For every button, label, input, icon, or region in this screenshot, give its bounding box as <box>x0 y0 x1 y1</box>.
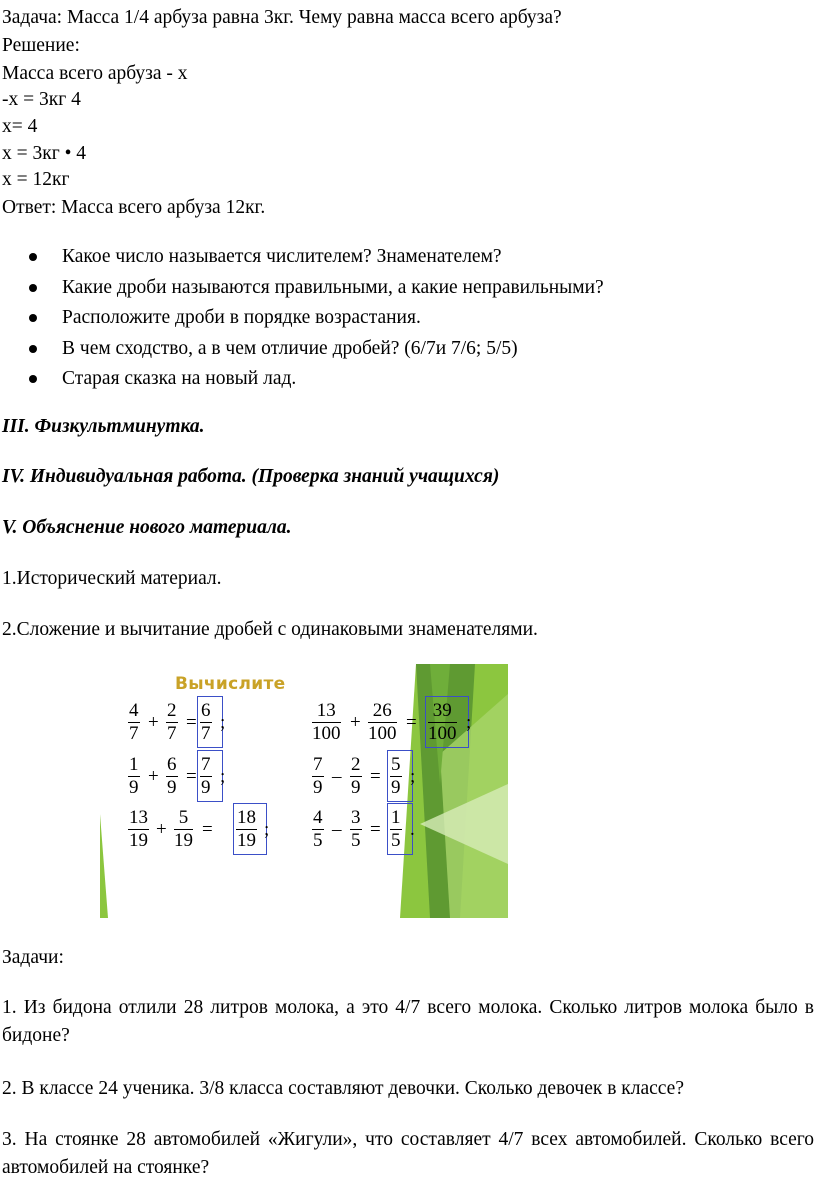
solution-step: Масса всего арбуза - х <box>2 63 188 84</box>
punctuation: ; <box>220 766 226 787</box>
equals-sign: = <box>186 766 197 787</box>
questions-list <box>28 245 604 398</box>
fraction-term <box>312 807 324 852</box>
denominator: 100 <box>368 723 397 744</box>
numerator: 18 <box>237 807 256 828</box>
operator-sign: – <box>332 766 342 787</box>
slide-title: Вычислите <box>175 674 286 694</box>
fraction-result <box>428 700 457 745</box>
denominator: 100 <box>428 723 457 744</box>
fraction-result <box>390 754 402 799</box>
fraction-result <box>236 807 257 852</box>
numerator: 3 <box>351 807 361 828</box>
operator-sign: – <box>332 819 342 840</box>
denominator: 9 <box>201 777 211 798</box>
list-item: В чем сходство, а в чем отличие дробей? (6/7и 7/6; 5/5) <box>28 337 604 368</box>
denominator: 7 <box>167 723 177 744</box>
fraction-term <box>128 807 149 852</box>
denominator: 19 <box>237 830 256 851</box>
task-item: 1. Из бидона отлили 28 литров молока, а это 4/7 всего молока. Сколько литров молока было в бидоне? <box>2 997 814 1046</box>
fraction-term <box>128 700 140 745</box>
exercise-slide-image <box>100 664 508 918</box>
task-item: 2. В классе 24 ученика. 3/8 класса составляют девочки. Сколько девочек в классе? <box>2 1078 684 1099</box>
punctuation: . <box>410 819 415 840</box>
item-fractions: 2.Сложение и вычитание дробей с одинаковыми знаменателями. <box>2 619 538 640</box>
denominator: 5 <box>313 830 323 851</box>
problem-task: Задача: Масса 1/4 арбуза равна 3кг. Чему равна масса всего арбуза? <box>2 7 562 28</box>
list-item: Расположите дроби в порядке возрастания. <box>28 306 604 337</box>
solution-step: х = 3кг • 4 <box>2 143 87 164</box>
numerator: 1 <box>129 754 139 775</box>
denominator: 100 <box>312 723 341 744</box>
fraction-term <box>166 700 178 745</box>
numerator: 7 <box>313 754 323 775</box>
fraction-term <box>128 754 140 799</box>
fraction-term <box>368 700 397 745</box>
fraction-result <box>390 807 402 852</box>
denominator: 9 <box>391 777 401 798</box>
denominator: 5 <box>351 830 361 851</box>
task-item: 3. На стоянке 28 автомобилей «Жигули», что составляет 4/7 всех автомобилей. Сколько всего автомобилей на стоянке? <box>2 1129 814 1178</box>
fraction-term <box>166 754 178 799</box>
operator-sign: + <box>156 819 167 840</box>
section-heading-5: V. Объяснение нового материала. <box>2 517 292 538</box>
fraction-term <box>350 807 362 852</box>
numerator: 39 <box>428 700 457 723</box>
numerator: 13 <box>312 700 341 723</box>
fraction-result <box>200 700 212 745</box>
fraction-term <box>312 754 324 799</box>
list-item: Старая сказка на новый лад. <box>28 367 604 398</box>
operator-sign: + <box>148 766 159 787</box>
punctuation: ; <box>264 819 270 840</box>
solution-step: -х = 3кг 4 <box>2 89 81 110</box>
punctuation: ; <box>220 712 226 733</box>
numerator: 4 <box>129 700 139 721</box>
denominator: 7 <box>129 723 139 744</box>
problem-answer: Ответ: Масса всего арбуза 12кг. <box>2 197 266 218</box>
section-heading-4: IV. Индивидуальная работа. (Проверка знаний учащихся) <box>2 466 500 487</box>
denominator: 7 <box>201 723 211 744</box>
solution-step: х= 4 <box>2 116 38 137</box>
tasks-label: Задачи: <box>2 947 64 968</box>
numerator: 4 <box>313 807 323 828</box>
numerator: 5 <box>174 807 193 830</box>
denominator: 9 <box>313 777 323 798</box>
list-item: Какие дроби называются правильными, а какие неправильными? <box>28 276 604 307</box>
equals-sign: = <box>370 766 381 787</box>
numerator: 6 <box>167 754 177 775</box>
item-historical: 1.Исторический материал. <box>2 568 222 589</box>
solution-label: Решение: <box>2 35 80 56</box>
numerator: 6 <box>201 700 211 721</box>
fraction-term <box>174 807 193 852</box>
denominator: 9 <box>129 777 139 798</box>
fraction-result <box>200 754 212 799</box>
denominator: 19 <box>129 830 148 851</box>
section-heading-3: III. Физкультминутка. <box>2 416 205 437</box>
numerator: 13 <box>129 807 148 828</box>
fraction-term <box>312 700 341 745</box>
operator-sign: + <box>148 712 159 733</box>
denominator: 9 <box>351 777 361 798</box>
numerator: 5 <box>391 754 401 775</box>
numerator: 2 <box>351 754 361 775</box>
punctuation: ; <box>466 712 472 733</box>
numerator: 1 <box>391 807 401 828</box>
numerator: 2 <box>167 700 177 721</box>
equals-sign: = <box>370 819 381 840</box>
equals-sign: = <box>406 712 417 733</box>
numerator: 7 <box>201 754 211 775</box>
equals-sign: = <box>186 712 197 733</box>
fraction-term <box>350 754 362 799</box>
equals-sign: = <box>202 819 213 840</box>
punctuation: ; <box>410 766 416 787</box>
denominator: 19 <box>174 830 193 851</box>
operator-sign: + <box>350 712 361 733</box>
numerator: 26 <box>368 700 397 723</box>
denominator: 5 <box>391 830 401 851</box>
list-item: Какое число называется числителем? Знаменателем? <box>28 245 604 276</box>
denominator: 9 <box>167 777 177 798</box>
solution-step: х = 12кг <box>2 169 70 190</box>
